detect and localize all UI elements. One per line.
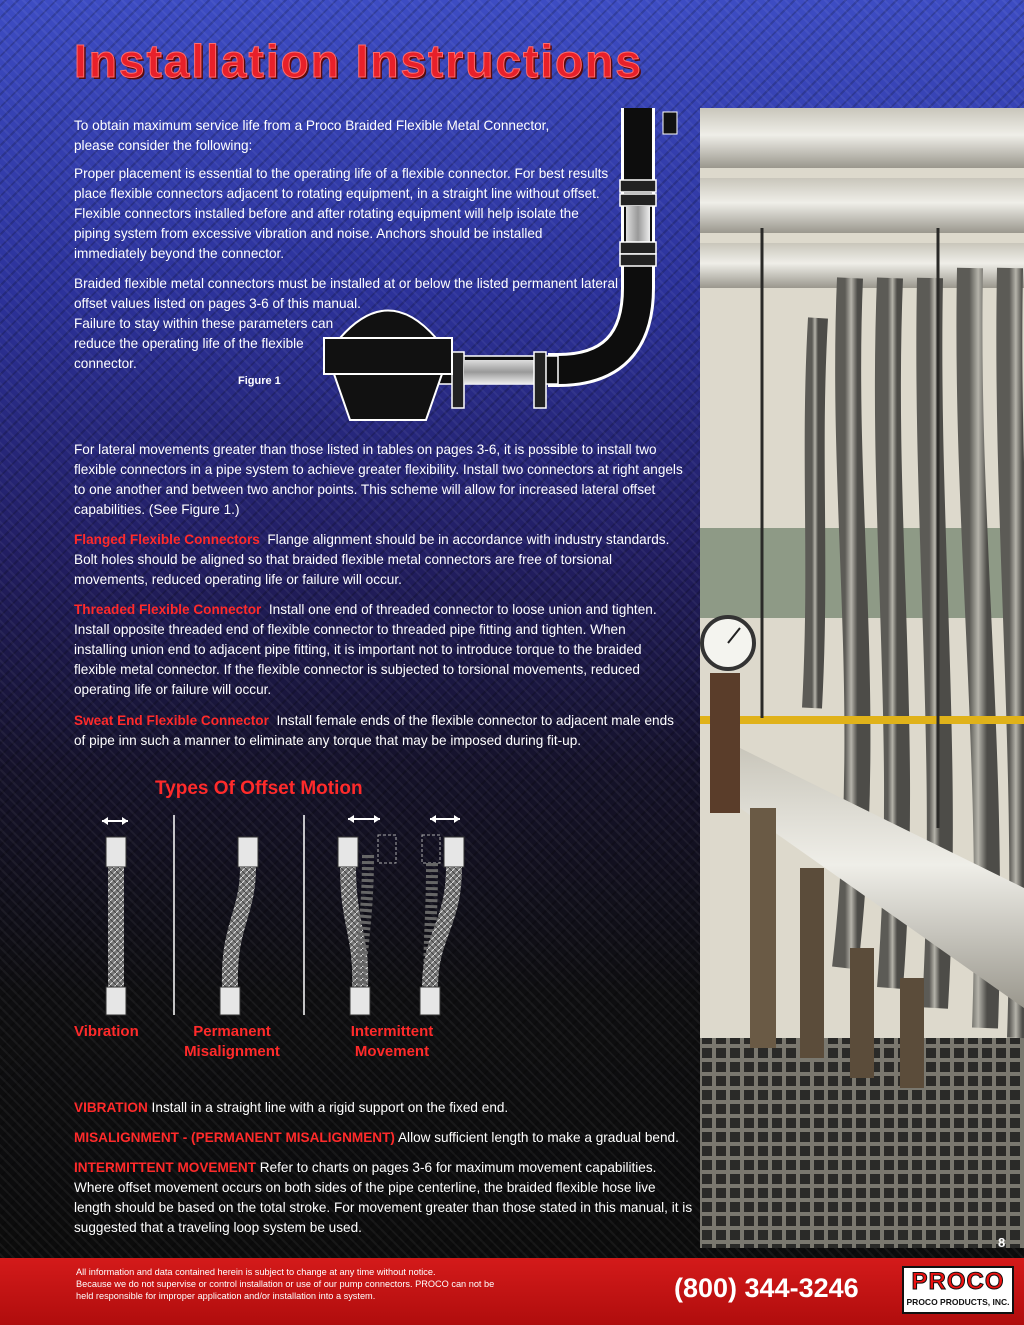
def-misalignment bbox=[74, 1128, 700, 1148]
logo-wordmark: PROCO bbox=[911, 1268, 1005, 1295]
permanent-label-line-2: Misalignment bbox=[184, 1043, 280, 1060]
offset-motion-title: Types Of Offset Motion bbox=[155, 778, 363, 799]
intro-text: To obtain maximum service life from a Proco Braided Flexible Metal Connector, please consider the following: bbox=[74, 118, 550, 153]
logo-subtitle: PROCO PRODUCTS, INC. bbox=[906, 1297, 1010, 1307]
def-vibration-text: Install in a straight line with a rigid support on the fixed end. bbox=[151, 1100, 509, 1115]
phone-number: (800) 344-3246 bbox=[674, 1273, 859, 1303]
def-vibration bbox=[74, 1098, 694, 1118]
proco-logo bbox=[902, 1266, 1014, 1314]
sweat-section bbox=[74, 711, 688, 751]
page-title: Installation Instructions bbox=[74, 35, 643, 87]
footer-disclaimer bbox=[76, 1266, 506, 1302]
vibration-label: Vibration bbox=[74, 1023, 139, 1040]
figure-1-label: Figure 1 bbox=[238, 375, 281, 387]
intermittent-movement-label bbox=[330, 1022, 454, 1062]
threaded-heading: Threaded Flexible Connector bbox=[74, 602, 262, 617]
lateral-text: For lateral movements greater than those listed in tables on pages 3-6, it is possible to install two flexible connectors in a pipe system to achieve greater flexibility. Install two connectors at right angels to one another and between two anchor points. This scheme will allow for increased lateral offset capabilities. (See Figure 1.) bbox=[74, 442, 683, 517]
offset-motion-diagram bbox=[80, 805, 500, 1025]
def-intermittent bbox=[74, 1158, 694, 1238]
flanged-heading: Flanged Flexible Connectors bbox=[74, 532, 260, 547]
offset-text-1: Braided flexible metal connectors must be installed at or below the listed permanent lateral offset values listed on pages 3-6 of this manual. bbox=[74, 276, 619, 311]
threaded-text: Install one end of threaded connector to loose union and tighten. Install opposite threaded end of flexible connector to threaded pipe fitting and tighten. When installing union end to adjacent pipe fitting, it is important not to introduce torque to the braided flexible metal connector. If the flexible connector is subjected to torsional movements, reduced operating life or failure will occur. bbox=[74, 602, 657, 697]
sweat-heading: Sweat End Flexible Connector bbox=[74, 713, 269, 728]
figure-1-illustration bbox=[318, 108, 690, 428]
intermittent-label-line-1: Intermittent bbox=[350, 1023, 434, 1040]
offset-text-2: Failure to stay within these parameters can reduce the operating life of the flexible connector. bbox=[74, 316, 334, 371]
threaded-section bbox=[74, 600, 674, 700]
flanged-text: Flange alignment should be in accordance with industry standards. Bolt holes should be aligned so that braided flexible metal connectors are free of torsional movements, reduced operating life or failure will occur. bbox=[74, 532, 670, 587]
footer-note-line-1: All information and data contained herein is subject to change at any time without notice. bbox=[76, 1267, 436, 1277]
permanent-label-line-1: Permanent bbox=[193, 1023, 271, 1040]
flanged-section bbox=[74, 530, 684, 590]
footer-note-line-2: Because we do not supervise or control installation or use of our pump connectors. PROCO can not be held responsible for improper application and/or installation into a system. bbox=[76, 1279, 495, 1301]
permanent-misalignment-label bbox=[170, 1022, 294, 1062]
industrial-pipes-photo bbox=[700, 108, 1024, 1248]
page-number: 8 bbox=[998, 1235, 1006, 1250]
def-misalignment-text: Allow sufficient length to make a gradual bend. bbox=[397, 1130, 679, 1145]
placement-text: Proper placement is essential to the operating life of a flexible connector. For best results place flexible connectors adjacent to rotating equipment, in a straight line without offset. Flexible connectors installed before and after rotating equipment will help isolate the piping system from excessive vibration and noise. Anchors should be installed immediately beyond the connector. bbox=[74, 166, 609, 261]
def-intermittent-text: Refer to charts on pages 3-6 for maximum movement capabilities. Where offset movement occurs on both sides of the pipe centerline, the braided flexible hose live length should be based on the total stroke. For movement greater than those stated in this manual, it is suggested that a traveling loop system be used. bbox=[74, 1160, 693, 1235]
def-misalignment-term: MISALIGNMENT - (PERMANENT MISALIGNMENT) bbox=[74, 1130, 395, 1145]
def-vibration-term: VIBRATION bbox=[74, 1100, 148, 1115]
pipes-photo-illustration bbox=[700, 108, 1024, 1248]
def-intermittent-term: INTERMITTENT MOVEMENT bbox=[74, 1160, 256, 1175]
intermittent-label-line-2: Movement bbox=[354, 1043, 430, 1060]
sweat-text: Install female ends of the flexible connector to adjacent male ends of pipe inn such a manner to eliminate any torque that may be imposed during fit-up. bbox=[74, 713, 674, 748]
